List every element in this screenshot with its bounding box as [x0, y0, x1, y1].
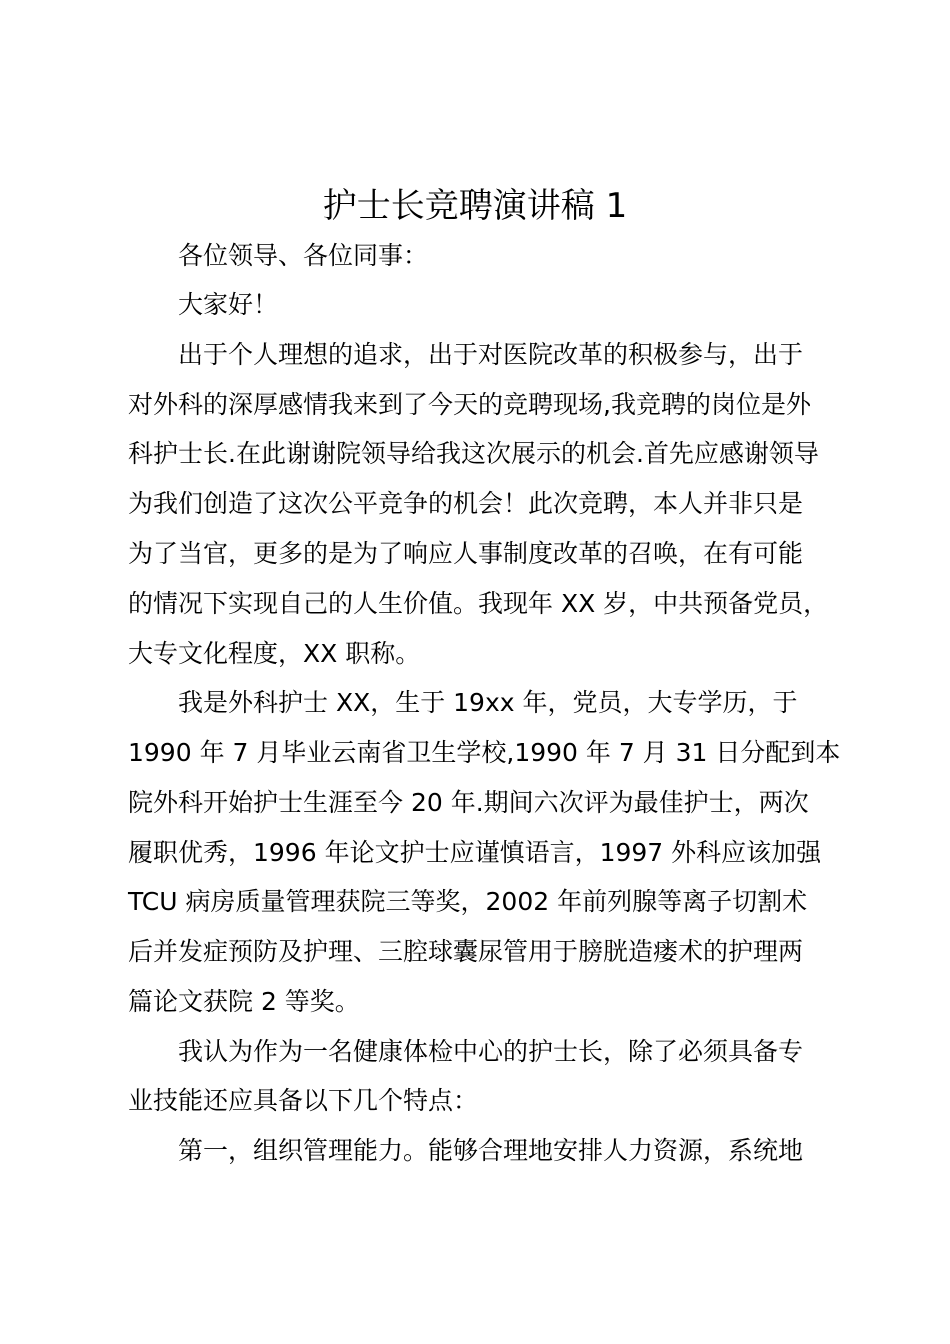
paragraph-line: 1990 年 7 月毕业云南省卫生学校,1990 年 7 月 31 日分配到本 [128, 738, 841, 767]
paragraph-line: 我认为作为一名健康体检中心的护士长，除了必须具备专 [178, 1037, 804, 1066]
paragraph-line: 科护士长.在此谢谢院领导给我这次展示的机会.首先应感谢领导 [128, 439, 819, 468]
paragraph-line: 的情况下实现自己的人生价值。我现年 XX 岁，中共预备党员， [128, 589, 829, 618]
paragraph-line: 业技能还应具备以下几个特点： [128, 1086, 479, 1115]
paragraph-line: TCU 病房质量管理获院三等奖，2002 年前列腺等离子切割术 [128, 887, 808, 916]
document-title: 护士长竞聘演讲稿 1 [322, 186, 628, 226]
paragraph-line: 出于个人理想的追求，出于对医院改革的积极参与，出于 [178, 340, 804, 369]
paragraph-line: 篇论文获院 2 等奖。 [128, 987, 360, 1016]
paragraph-line: 大家好！ [178, 290, 279, 319]
paragraph-line: 院外科开始护士生涯至今 20 年.期间六次评为最佳护士，两次 [128, 788, 809, 817]
paragraph-line: 后并发症预防及护理、三腔球囊尿管用于膀胱造瘘术的护理两 [128, 937, 804, 966]
paragraph-line: 我是外科护士 XX，生于 19xx 年，党员，大专学历，于 [178, 688, 798, 717]
paragraph-line: 大专文化程度，XX 职称。 [128, 639, 421, 668]
paragraph-line: 对外科的深厚感情我来到了今天的竞聘现场,我竞聘的岗位是外 [128, 390, 811, 419]
paragraph-line: 第一，组织管理能力。能够合理地安排人力资源，系统地 [178, 1136, 804, 1165]
paragraph-line: 为了当官，更多的是为了响应人事制度改革的召唤，在有可能 [128, 539, 804, 568]
paragraph-line: 各位领导、各位同事： [178, 241, 429, 270]
paragraph-line: 履职优秀，1996 年论文护士应谨慎语言，1997 外科应该加强 [128, 838, 822, 867]
paragraph-line: 为我们创造了这次公平竞争的机会！此次竞聘，本人并非只是 [128, 489, 804, 518]
